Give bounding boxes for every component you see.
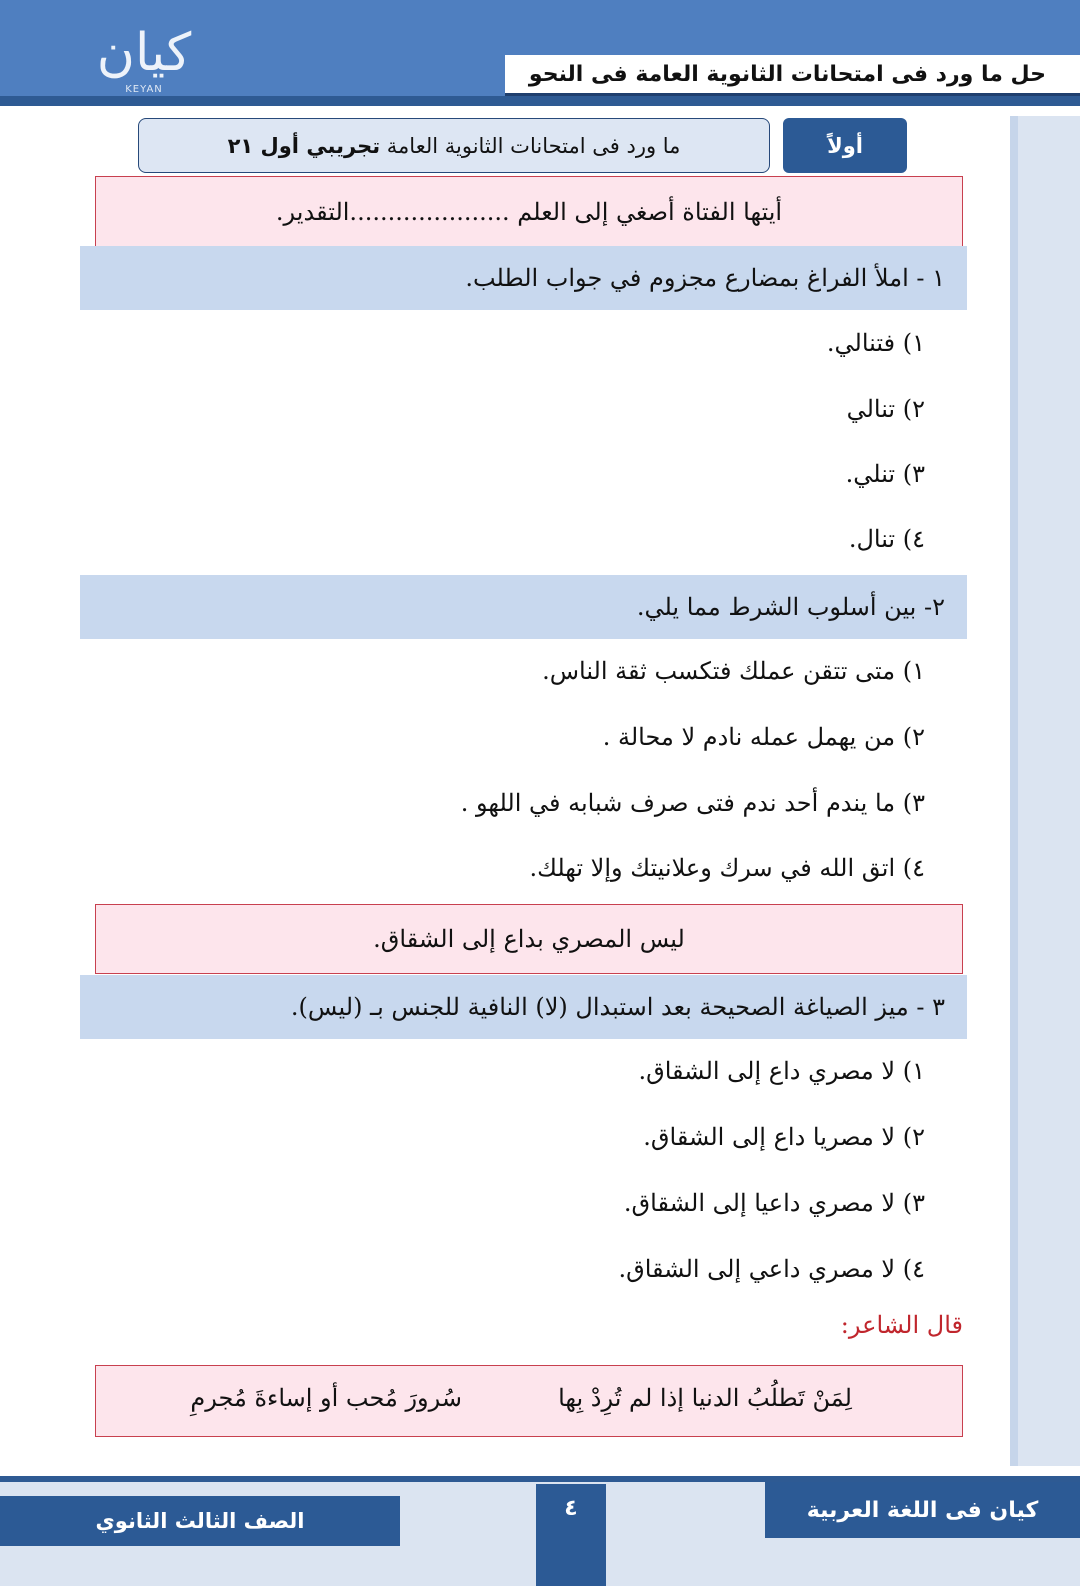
keyan-logo (88, 18, 200, 98)
q2-option-4: ٤) اتق الله في سرك وعلانيتك وإلا تهلك. (529, 854, 925, 882)
header-title: حل ما ورد فى امتحانات الثانوية العامة فى النحو (528, 61, 1046, 87)
verse-first-half: لِمَنْ تَطلُبُ الدنيا إذا لم تُرِدْ بِها (558, 1384, 852, 1412)
passage-box-1 (95, 176, 963, 247)
section-title-bold: تجريبي أول ٢١ (227, 133, 381, 158)
poet-label: قال الشاعر: (840, 1311, 963, 1339)
verse-box (95, 1365, 963, 1437)
question-1-title: ١ - املأ الفراغ بمضارع مجزوم في جواب الطلب. (465, 264, 945, 292)
section-title-text: ما ورد فى امتحانات الثانوية العامة (386, 133, 681, 158)
page-number: ٤ (536, 1484, 606, 1586)
q1-option-4: ٤) تنال. (848, 525, 925, 553)
question-1-band (80, 246, 967, 310)
section-badge: أولاً (783, 118, 907, 173)
q3-option-1: ١) لا مصري داع إلى الشقاق. (638, 1057, 925, 1085)
q3-option-3: ٣) لا مصري داعيا إلى الشقاق. (623, 1189, 925, 1217)
footer-grade: الصف الثالث الثانوي (0, 1496, 400, 1546)
passage-box-2 (95, 904, 963, 974)
q1-option-3: ٣) تنلي. (845, 460, 925, 488)
side-strip (1018, 116, 1080, 1466)
q3-option-4: ٤) لا مصري داعي إلى الشقاق. (618, 1255, 925, 1283)
footer-brand: كيان فى اللغة العربية (765, 1482, 1080, 1538)
passage-text-1: أيتها الفتاة أصغي إلى العلم .....................التقدير. (275, 197, 783, 226)
q2-option-1: ١) متى تتقن عملك فتكسب ثقة الناس. (542, 657, 925, 685)
question-3-band (80, 975, 967, 1039)
logo-subtitle: KEYAN (125, 84, 163, 95)
question-3-title: ٣ - ميز الصياغة الصحيحة بعد استبدال (لا) النافية للجنس بـ (ليس). (290, 993, 945, 1021)
verse-second-half: سُرورَ مُحب أو إساءةَ مُجرمِ (190, 1384, 462, 1412)
q2-option-2: ٢) من يهمل عمله نادم لا محالة . (602, 723, 925, 751)
q1-option-2: ٢) تنالي (846, 395, 925, 423)
q2-option-3: ٣) ما يندم أحد ندم فتى صرف شبابه في اللهو . (460, 789, 925, 817)
passage-text-2: ليس المصري بداع إلى الشقاق. (373, 925, 685, 953)
logo-text: كيان (96, 23, 192, 83)
section-title (138, 118, 770, 173)
q3-option-2: ٢) لا مصريا داع إلى الشقاق. (643, 1123, 925, 1151)
question-2-title: ٢- بين أسلوب الشرط مما يلي. (636, 593, 945, 621)
question-2-band (80, 575, 967, 639)
side-strip-border (1010, 116, 1018, 1466)
q1-option-1: ١) فتنالي. (826, 329, 925, 357)
header-title-box (505, 55, 1080, 96)
